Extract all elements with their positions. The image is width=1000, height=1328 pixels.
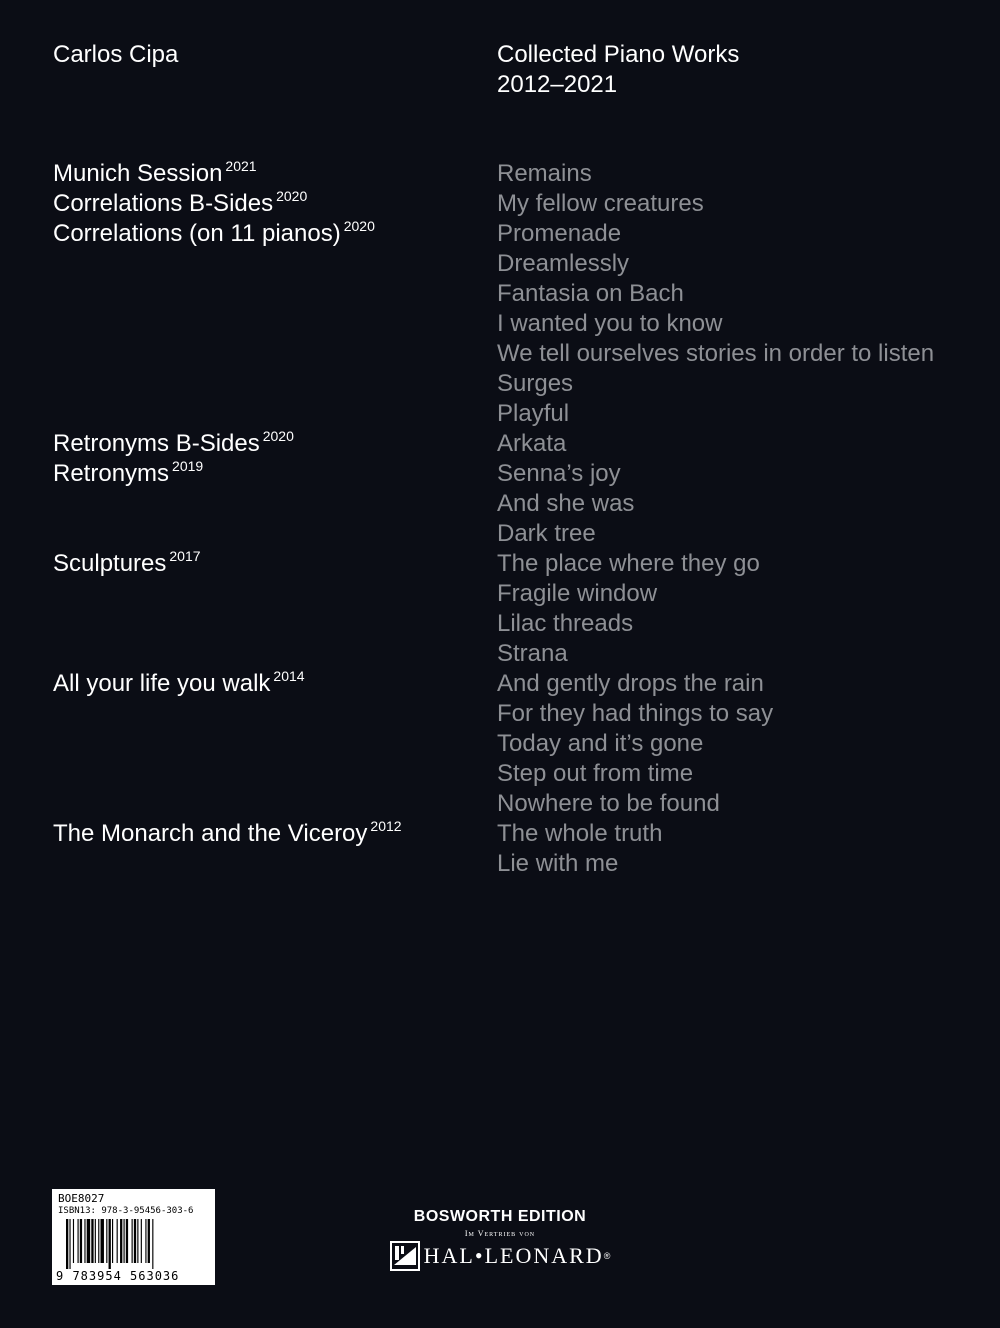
track-title: Fantasia on Bach [497, 280, 684, 307]
barcode-bar [124, 1219, 125, 1263]
barcode-bar [91, 1219, 93, 1263]
barcode-bar [152, 1219, 153, 1269]
distributor-name: HAL•LEONARD [423, 1243, 604, 1268]
album-entry [53, 219, 375, 251]
barcode-bar [112, 1219, 113, 1263]
barcode-bar [98, 1219, 99, 1263]
album-year: 2020 [343, 218, 375, 234]
track-title: For they had things to say [497, 700, 774, 727]
barcode-bar [126, 1219, 128, 1263]
album-entry [53, 429, 294, 461]
track-title: We tell ourselves stories in order to listen [497, 340, 935, 367]
barcode-bar [145, 1219, 146, 1263]
registered-mark: ® [603, 1251, 611, 1261]
barcode-bar [95, 1219, 96, 1263]
collection-title [497, 40, 739, 100]
album-title: Munich Session [53, 160, 223, 187]
track-title: Fragile window [497, 580, 658, 607]
track-title: Strana [497, 640, 568, 667]
track-title: Arkata [497, 430, 567, 457]
album-year: 2019 [172, 458, 204, 474]
album-entry [53, 459, 203, 491]
barcode-bar [66, 1219, 68, 1269]
album-year: 2012 [370, 818, 402, 834]
hal-leonard-logo [375, 1241, 625, 1271]
barcode-bar [69, 1219, 70, 1269]
album-entry [53, 159, 257, 191]
track-title: And she was [497, 490, 635, 517]
barcode-icon [66, 1219, 208, 1269]
track-title: Step out from time [497, 760, 694, 787]
album-title: All your life you walk [53, 670, 271, 697]
album-entry [53, 819, 402, 851]
track-title: Today and it’s gone [497, 730, 704, 757]
track-title: And gently drops the rain [497, 670, 764, 697]
album-entry [53, 189, 307, 221]
barcode-bar [137, 1219, 138, 1263]
publisher-block [375, 1207, 625, 1271]
album-year: 2017 [169, 548, 201, 564]
track-title: Lilac threads [497, 610, 634, 637]
track-list [497, 159, 934, 879]
track-title: Dreamlessly [497, 250, 630, 277]
barcode-number: 9 783954 563036 [56, 1269, 180, 1283]
barcode-bar [109, 1219, 111, 1269]
album-title: Correlations (on 11 pianos) [53, 220, 341, 247]
track-title: Surges [497, 370, 574, 397]
catalog-number: BOE8027 [58, 1192, 105, 1205]
barcode-bar [106, 1219, 107, 1263]
track-title: Lie with me [497, 850, 619, 877]
track-title: Playful [497, 400, 570, 427]
barcode-bar [134, 1219, 136, 1263]
track-title: Senna’s joy [497, 460, 621, 487]
barcode-bar [73, 1219, 74, 1263]
barcode-bar [80, 1219, 82, 1263]
track-title: I wanted you to know [497, 310, 723, 337]
track-title: The place where they go [497, 550, 760, 577]
track-title: Remains [497, 160, 592, 187]
track-title: My fellow creatures [497, 190, 704, 217]
album-title: Retronyms B-Sides [53, 430, 260, 457]
album-year: 2020 [276, 188, 308, 204]
barcode-bar [84, 1219, 85, 1263]
album-entry [53, 549, 201, 581]
album-entry [53, 669, 305, 701]
barcode-bar [141, 1219, 142, 1263]
track-title: Promenade [497, 220, 622, 247]
album-year: 2014 [273, 668, 305, 684]
album-year: 2021 [225, 158, 257, 174]
barcode-bar [148, 1219, 150, 1263]
collection-title-line: Collected Piano Works [497, 41, 740, 68]
album-title: The Monarch and the Viceroy [53, 820, 368, 847]
album-title: Correlations B-Sides [53, 190, 274, 217]
barcode-bar [117, 1219, 118, 1263]
barcode-bar [101, 1219, 104, 1263]
distribution-note [375, 1228, 625, 1240]
hal-leonard-emblem-icon [390, 1241, 420, 1271]
album-year: 2020 [262, 428, 294, 444]
barcode-bar [87, 1219, 90, 1263]
barcode-label [52, 1189, 215, 1285]
author-name: Carlos Cipa [53, 41, 179, 68]
collection-years: 2012–2021 [497, 71, 618, 98]
album-title: Sculptures [53, 550, 167, 577]
barcode-bar [78, 1219, 79, 1263]
track-title: Dark tree [497, 520, 596, 547]
album-title: Retronyms [53, 460, 170, 487]
distribution-note-text: Im Vertrieb von [464, 1229, 536, 1238]
track-title: The whole truth [497, 820, 663, 847]
barcode-bar [120, 1219, 122, 1263]
barcode-bar [132, 1219, 133, 1263]
publisher-name: BOSWORTH EDITION [413, 1208, 587, 1225]
isbn-text: ISBN13: 978-3-95456-303-6 [58, 1206, 194, 1216]
track-title: Nowhere to be found [497, 790, 720, 817]
